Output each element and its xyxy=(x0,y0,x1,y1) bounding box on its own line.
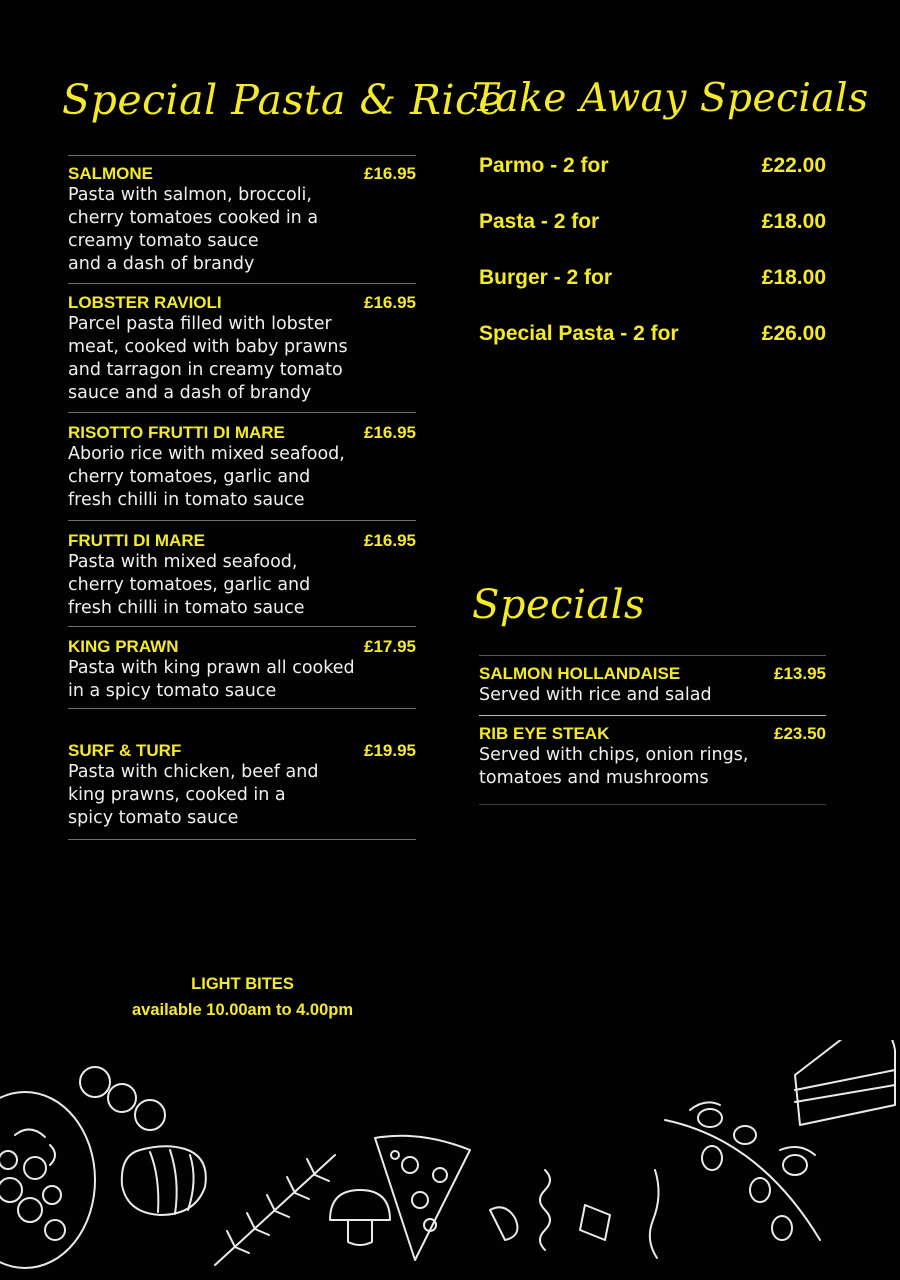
menu-item-rib-eye-steak xyxy=(479,716,826,805)
item-name: Special Pasta - 2 for xyxy=(479,322,679,345)
item-name: RISOTTO FRUTTI DI MARE xyxy=(68,423,285,442)
item-price: £23.50 xyxy=(774,724,826,743)
pasta-menu-list xyxy=(68,155,416,840)
item-name: SALMONE xyxy=(68,164,153,183)
menu-item-risotto-frutti-di-mare xyxy=(68,413,416,521)
menu-item-frutti-di-mare xyxy=(68,521,416,627)
item-price: £18.00 xyxy=(761,210,826,233)
item-description: Served with chips, onion rings, tomatoes and mushrooms xyxy=(479,745,749,788)
item-name: FRUTTI DI MARE xyxy=(68,531,205,550)
item-price: £16.95 xyxy=(364,531,416,550)
item-name: SALMON HOLLANDAISE xyxy=(479,664,681,683)
item-price: £18.00 xyxy=(761,266,826,289)
item-price: £17.95 xyxy=(364,637,416,656)
item-name: SURF & TURF xyxy=(68,741,182,760)
item-name: Pasta - 2 for xyxy=(479,210,600,233)
item-price: £26.00 xyxy=(761,322,826,345)
item-name: LOBSTER RAVIOLI xyxy=(68,293,222,312)
specials-section-title: Specials xyxy=(472,582,646,628)
item-description: Pasta with salmon, broccoli, cherry tomatoes cooked in a creamy tomato sauce and a dash of brandy xyxy=(68,185,319,274)
pasta-section-title: Special Pasta & Rice xyxy=(62,76,504,124)
rosemary-icon xyxy=(215,1155,335,1265)
light-bites-heading: LIGHT BITES xyxy=(191,975,294,993)
takeaway-item-parmo xyxy=(479,154,826,210)
item-description: Parcel pasta filled with lobster meat, cooked with baby prawns and tarragon in creamy tomato sauce and a dash of brandy xyxy=(68,314,348,403)
item-name: KING PRAWN xyxy=(68,637,179,656)
item-price: £16.95 xyxy=(364,293,416,312)
pasta-shapes-icon xyxy=(490,1170,659,1258)
garlic-icon xyxy=(80,1067,206,1215)
item-name: RIB EYE STEAK xyxy=(479,724,610,743)
menu-item-lobster-ravioli xyxy=(68,284,416,413)
item-price: £16.95 xyxy=(364,164,416,183)
menu-item-salmone xyxy=(68,156,416,284)
menu-item-king-prawn xyxy=(68,627,416,709)
item-price: £16.95 xyxy=(364,423,416,442)
item-price: £22.00 xyxy=(761,154,826,177)
takeaway-menu-list xyxy=(479,154,826,378)
item-name: Burger - 2 for xyxy=(479,266,613,289)
cake-slice-icon xyxy=(795,1040,895,1125)
light-bites-notice xyxy=(0,971,485,1023)
food-illustrations xyxy=(0,1040,900,1280)
bowl-icon xyxy=(0,1092,95,1268)
item-price: £19.95 xyxy=(364,741,416,760)
mushroom-icon xyxy=(330,1190,390,1245)
menu-item-surf-and-turf xyxy=(68,709,416,840)
item-price: £13.95 xyxy=(774,664,826,683)
pizza-slice-icon xyxy=(375,1136,470,1260)
item-description: Pasta with mixed seafood, cherry tomatoes, garlic and fresh chilli in tomato sauce xyxy=(68,552,311,618)
item-description: Aborio rice with mixed seafood, cherry tomatoes, garlic and fresh chilli in tomato sauce xyxy=(68,444,345,510)
item-description: Served with rice and salad xyxy=(479,685,712,705)
olive-branch-icon xyxy=(665,1102,820,1240)
item-description: Pasta with chicken, beef and king prawns, cooked in a spicy tomato sauce xyxy=(68,762,319,828)
takeaway-item-burger xyxy=(479,266,826,322)
menu-item-salmon-hollandaise xyxy=(479,656,826,716)
takeaway-item-special-pasta xyxy=(479,322,826,378)
light-bites-hours: available 10.00am to 4.00pm xyxy=(131,1001,354,1019)
item-description: Pasta with king prawn all cooked in a spicy tomato sauce xyxy=(68,658,355,701)
takeaway-item-pasta xyxy=(479,210,826,266)
takeaway-section-title: Take Away Specials xyxy=(472,76,869,121)
item-name: Parmo - 2 for xyxy=(479,154,609,177)
specials-menu-list xyxy=(479,655,826,805)
